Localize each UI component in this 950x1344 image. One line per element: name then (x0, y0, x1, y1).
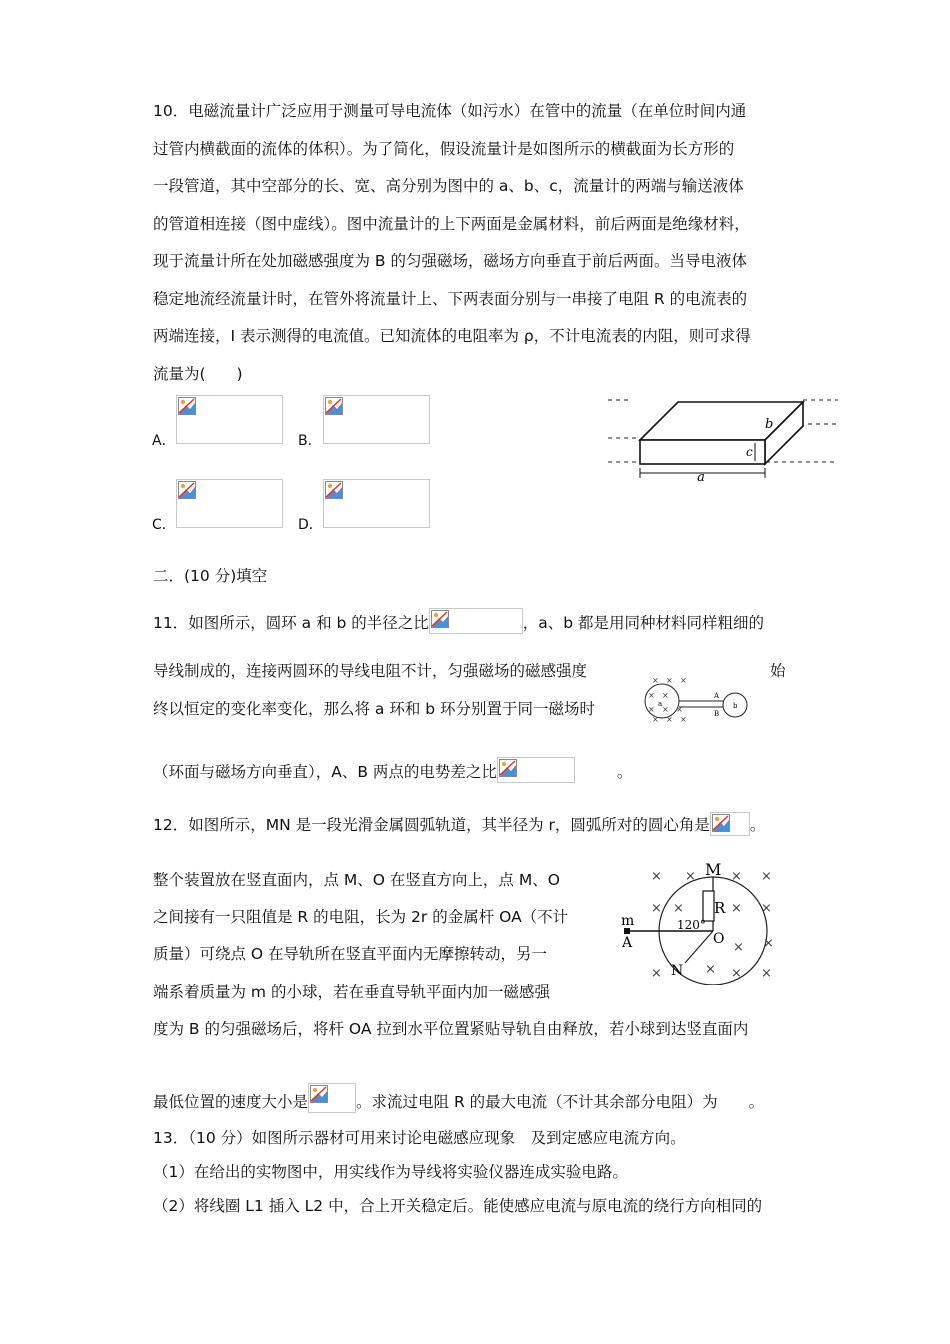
option-d-formula-image (323, 479, 430, 528)
svg-text:×: × (761, 901, 772, 916)
svg-text:×: × (763, 936, 774, 951)
q11-text-4b: 。 (616, 763, 633, 781)
svg-text:×: × (651, 869, 662, 884)
q12-line-6: 度为 B 的匀强磁场后，将杆 OA 拉到水平位置紧贴导轨自由释放，若小球到达竖直面内 (153, 1020, 749, 1038)
q10-line-8: 流量为( ) (153, 365, 243, 383)
broken-image-icon (325, 397, 343, 415)
svg-text:×: × (662, 691, 669, 700)
svg-text:×: × (666, 676, 673, 685)
q12-text-1a: 12．如图所示，MN 是一段光滑金属圆弧轨道，其半径为 r，圆弧所对的圆心角是 (153, 816, 710, 834)
svg-text:×: × (652, 676, 659, 685)
fig12-label-n: N (671, 963, 684, 979)
q12-angle-image (710, 812, 750, 836)
svg-text:×: × (761, 869, 772, 884)
fig12-label-mass: m (621, 913, 635, 929)
q10-line-1: 10．电磁流量计广泛应用于测量可导电流体（如污水）在管中的流量（在单位时间内通 (153, 102, 747, 120)
q12-line-7 (153, 1083, 764, 1113)
option-a-label: A． (152, 433, 176, 449)
q10-line-2: 过管内横截面的流体的体积）。为了简化，假设流量计是如图所示的横截面为长方形的 (153, 140, 735, 158)
q11-text-1b: ，a、b 都是用同种材料同样粗细的 (522, 614, 765, 632)
fig12-label-o: O (713, 931, 725, 947)
option-c-formula-image (176, 479, 283, 528)
fig11-ring-a-label: a (658, 700, 663, 708)
fig11-point-a-label: A (714, 692, 720, 700)
q11-line-2b: 始 (770, 662, 786, 680)
q12-line-1 (153, 812, 765, 836)
q12-line-5: 端系着质量为 m 的小球，若在垂直导轨平面内加一磁感强 (153, 983, 550, 1001)
q11-line-2a: 导线制成的，连接两圆环的导线电阻不计，匀强磁场的磁感强度 (153, 662, 588, 680)
broken-image-icon (712, 814, 730, 832)
q11-line-1 (153, 608, 764, 634)
broken-image-icon (431, 610, 449, 628)
arc-track-figure (615, 855, 785, 985)
q13-line-2: （1）在给出的实物图中，用实线作为导线将实验仪器连成实验电路。 (153, 1163, 628, 1181)
svg-text:×: × (652, 715, 659, 724)
svg-text:×: × (731, 966, 742, 981)
q11-text-1a: 11．如图所示，圆环 a 和 b 的半径之比 (153, 614, 429, 632)
svg-text:×: × (731, 869, 742, 884)
q12-text-7b: 。求流过电阻 R 的最大电流（不计其余部分电阻）为 。 (356, 1093, 765, 1111)
option-c-label: C． (152, 517, 176, 533)
two-rings-figure (640, 674, 755, 724)
svg-text:×: × (648, 705, 655, 714)
q10-line-4: 的管道相连接（图中虚线）。图中流量计的上下两面是金属材料，前后两面是绝缘材料， (153, 215, 750, 233)
fig10-label-a: a (697, 470, 705, 485)
svg-text:×: × (662, 705, 669, 714)
fig11-ring-b-label: b (733, 702, 738, 710)
svg-text:×: × (676, 705, 683, 714)
fig12-label-m-point: M (705, 860, 722, 879)
svg-text:×: × (651, 901, 662, 916)
q12-line-3: 之间接有一只阻值是 R 的电阻，长为 2r 的金属杆 OA（不计 (153, 908, 569, 926)
q11-ratio-image (429, 608, 523, 634)
fig12-label-a: A (622, 935, 633, 951)
svg-text:×: × (761, 966, 772, 981)
q11-line-4 (153, 757, 632, 783)
q12-line-4: 质量）可绕点 O 在导轨所在竖直平面内无摩擦转动，另一 (153, 945, 548, 963)
q12-text-7a: 最低位置的速度大小是 (153, 1093, 309, 1111)
option-b-label: B． (298, 433, 322, 449)
q13-line-1: 13．（10 分）如图所示器材可用来讨论电磁感应现象 及到定感应电流方向。 (153, 1129, 686, 1147)
option-b-formula-image (323, 395, 430, 444)
svg-text:×: × (733, 940, 744, 955)
fig12-label-r: R (714, 899, 726, 917)
fig10-label-b: b (765, 417, 774, 432)
svg-text:×: × (705, 962, 716, 977)
q12-line-2: 整个装置放在竖直面内，点 M、O 在竖直方向上，点 M、O (153, 871, 560, 889)
broken-image-icon (178, 481, 196, 499)
q12-text-1b: 。 (749, 816, 766, 834)
option-d-label: D． (298, 517, 323, 533)
svg-text:×: × (651, 966, 662, 981)
flowmeter-figure (608, 388, 840, 488)
q10-line-5: 现于流量计所在处加磁感强度为 B 的匀强磁场，磁场方向垂直于前后两面。当导电液体 (153, 252, 747, 270)
fig10-label-c: c (746, 445, 753, 459)
fig12-angle-label: 120° (677, 918, 706, 932)
q10-line-3: 一段管道，其中空部分的长、宽、高分别为图中的 a、b、c，流量计的两端与输送液体 (153, 177, 744, 195)
svg-text:×: × (685, 869, 696, 884)
svg-text:×: × (648, 691, 655, 700)
q11-potential-ratio-image (497, 757, 575, 783)
svg-text:×: × (731, 901, 742, 916)
broken-image-icon (325, 481, 343, 499)
q10-line-7: 两端连接，I 表示测得的电流值。已知流体的电阻率为 ρ，不计电流表的内阻，则可求得 (153, 327, 751, 345)
section-2-heading: 二．(10 分)填空 (153, 567, 268, 585)
fig11-point-b-label: B (714, 710, 720, 718)
option-a-formula-image (176, 395, 283, 444)
broken-image-icon (310, 1085, 328, 1103)
q11-text-4a: （环面与磁场方向垂直），A、B 两点的电势差之比 (153, 763, 497, 781)
svg-text:×: × (680, 676, 687, 685)
svg-text:×: × (666, 715, 673, 724)
q12-speed-image (308, 1083, 356, 1113)
q11-line-3: 终以恒定的变化率变化，那么将 a 环和 b 环分别置于同一磁场时 (153, 700, 596, 718)
svg-text:×: × (673, 901, 684, 916)
broken-image-icon (178, 397, 196, 415)
q10-line-6: 稳定地流经流量计时，在管外将流量计上、下两表面分别与一串接了电阻 R 的电流表的 (153, 290, 748, 308)
q13-line-3: （2）将线圈 L1 插入 L2 中，合上开关稳定后。能使感应电流与原电流的绕行方向相同的 (153, 1197, 763, 1215)
broken-image-icon (499, 759, 517, 777)
svg-text:×: × (680, 715, 687, 724)
